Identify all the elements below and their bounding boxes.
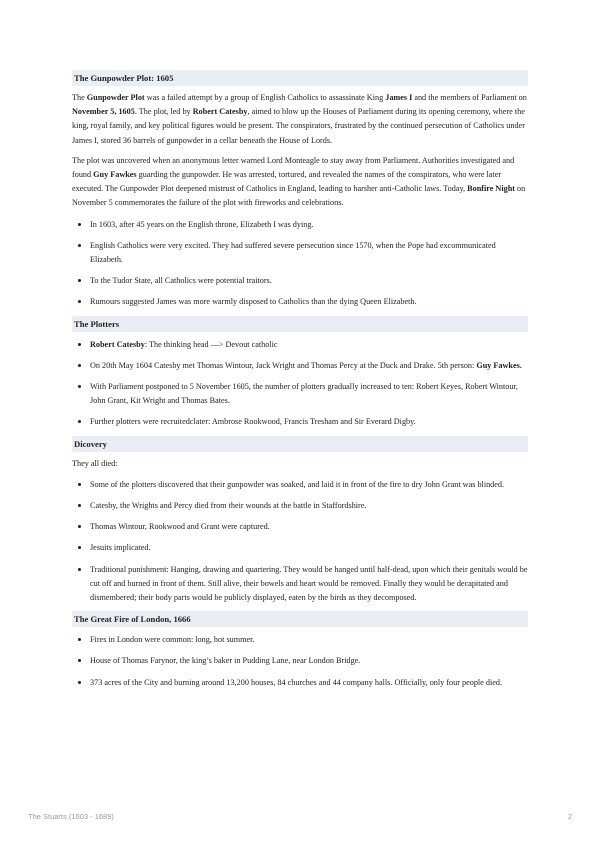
- plotters-bullet-list: [72, 337, 528, 430]
- list-item: • English Catholics were very excited. They had suffered severe persecution since 1570, when the Pope had excommunicated Elizabeth.: [90, 238, 528, 267]
- list-item: • 373 acres of the City and burning around 13,200 houses, 84 churches and 44 company halls. Officially, only four people died.: [90, 675, 528, 690]
- section-heading-gunpowder-plot: The Gunpowder Plot: 1605: [72, 70, 528, 86]
- paragraph-discovery-intro: They all died:: [72, 458, 118, 468]
- list-item: • Further plotters were recruitedclater: Ambrose Rookwood, Francis Tresham and Sir Everard Digby.: [90, 414, 528, 429]
- list-item: • Fires in London were common: long, hot summer.: [90, 632, 528, 647]
- fire-bullet-list: [72, 632, 528, 690]
- list-item: • Thomas Wintour, Rookwood and Grant were captured.: [90, 519, 528, 534]
- list-item: • Jesuits implicated.: [90, 540, 528, 555]
- list-item: • Traditional punishment: Hanging, drawing and quartering. They would be hanged until half-dead, upon which their genitals would be cut off and burned in front of them. Still alive, their bowels and heart would be removed. Finally they would be decapitated and dismembered; their body parts would be publicly displayed, eaten by the birds as they decomposed.: [90, 562, 528, 606]
- section-heading-plotters: The Plotters: [72, 316, 528, 332]
- gunpowder-bullet-list: [72, 217, 528, 310]
- list-item: • Catesby, the Wrights and Percy died from their wounds at the battle in Staffordshire.: [90, 498, 528, 513]
- list-item: • To the Tudor State, all Catholics were potential traitors.: [90, 273, 528, 288]
- footer-page-number: 2: [567, 812, 572, 821]
- list-item: • Rumours suggested James was more warmly disposed to Catholics than the dying Queen Elizabeth.: [90, 294, 528, 309]
- section-heading-discovery: Dicovery: [72, 436, 528, 452]
- section-heading-great-fire: The Great Fire of London, 1666: [72, 611, 528, 627]
- list-item: • Robert Catesby: The thinking head —> Devout catholic: [90, 337, 528, 352]
- list-item: • In 1603, after 45 years on the English throne, Elizabeth I was dying.: [90, 217, 528, 232]
- list-item: • House of Thomas Farynor, the king’s baker in Pudding Lane, near London Bridge.: [90, 653, 528, 668]
- list-item: • With Parliament postponed to 5 November 1605, the number of plotters gradually increased to ten: Robert Keyes, Robert Wintour, John Grant, Kit Wright and Thomas Bates.: [90, 379, 528, 408]
- list-item: • On 20th May 1604 Catesby met Thomas Wintour, Jack Wright and Thomas Percy at the Duck and Drake. 5th person: Guy Fawkes.: [90, 358, 528, 373]
- discovery-bullet-list: [72, 477, 528, 605]
- document-page: [72, 70, 528, 696]
- paragraph-gunpowder-uncovered: The plot was uncovered when an anonymous letter warned Lord Monteagle to stay away from Parliament. Authorities investigated and found Guy Fawkes guarding the gunpowder. He was arrested, tortured, and revealed the names of the conspirators, who were later executed. The Gunpowder Plot deepened mistrust of Catholics in England, leading to harsher anti-Catholic laws. Today, Bonfire Night on November 5 commemorates the failure of the plot with fireworks and celebrations.: [72, 155, 526, 208]
- footer-document-title: The Stuarts (1603 - 1689): [28, 812, 114, 821]
- paragraph-gunpowder-intro: The Gunpowder Plot was a failed attempt by a group of English Catholics to assassinate King James I and the members of Parliament on November 5, 1605. The plot, led by Robert Catesby, aimed to blow up the Houses of Parliament during its opening ceremony, where the king, royal family, and key political figures would be present. The conspirators, frustrated by the continued persecution of Catholics under James I, stored 36 barrels of gunpowder in a cellar beneath the House of Lords.: [72, 93, 527, 145]
- list-item: • Some of the plotters discovered that their gunpowder was soaked, and laid it in front of the fire to dry John Grant was blinded.: [90, 477, 528, 492]
